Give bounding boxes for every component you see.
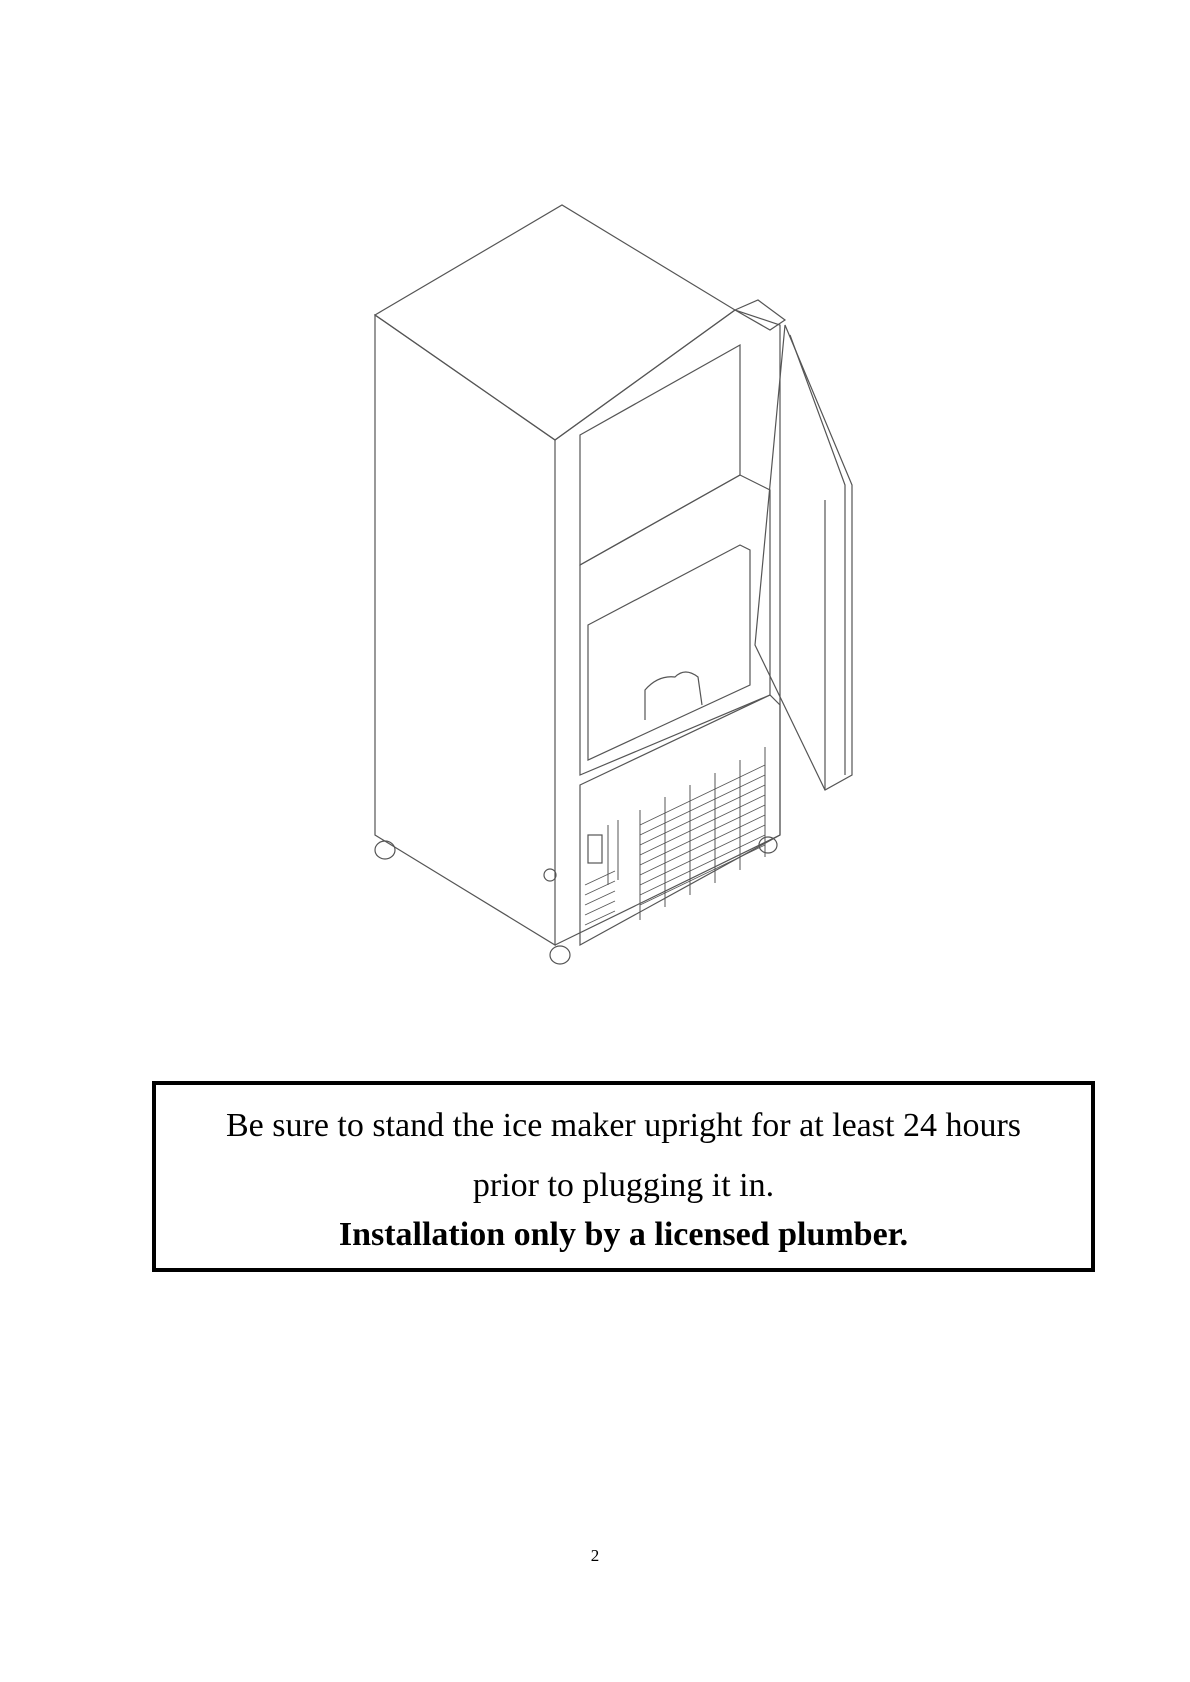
page-number: 2 (590, 1546, 600, 1565)
installation-notice-box (152, 1081, 1095, 1272)
notice-plugging-text: prior to plugging it in. (472, 1167, 775, 1204)
ice-maker-illustration (340, 185, 880, 965)
notice-upright-text: Be sure to stand the ice maker upright for at least 24 hours (226, 1107, 1021, 1144)
notice-plumber-text: Installation only by a licensed plumber. (338, 1216, 909, 1253)
